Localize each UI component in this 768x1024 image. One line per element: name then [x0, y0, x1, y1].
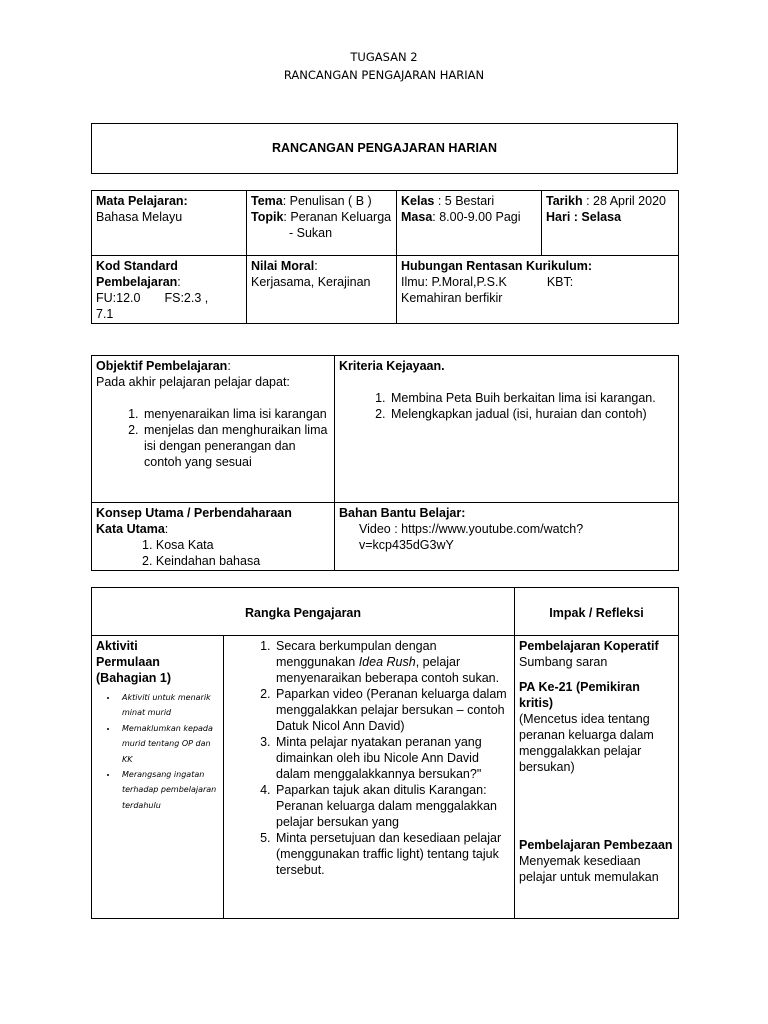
konsep-label-1: Konsep Utama / Perbendaharaan	[96, 506, 292, 520]
list-item: 1. Membina Peta Buih berkaitan lima isi karangan.	[389, 390, 674, 406]
list-item	[274, 686, 510, 734]
objektif-cell	[92, 356, 335, 503]
bahan-cell	[335, 503, 679, 571]
kod-cell	[92, 256, 247, 324]
bahan-link-line2: v=kcp435dG3wY	[359, 538, 454, 552]
hari-value: Hari : Selasa	[546, 210, 622, 224]
list-item: 2. menjelas dan menghuraikan lima isi dengan penerangan dan contoh yang sesuai	[142, 422, 330, 470]
step-text: Minta pelajar nyatakan peranan yang dimainkan oleh ibu Nicole Ann David dalam menggalakkannya bersukan?"	[276, 735, 482, 781]
objektif-list	[96, 406, 330, 470]
kod-value-2: FS:2.3 ,	[164, 291, 209, 305]
mata-cell	[92, 191, 247, 256]
hubungan-value-2: KBT:	[546, 275, 574, 289]
list-item	[274, 830, 510, 878]
impak2-label: PA Ke-21 (Pemikiran kritis)	[519, 680, 640, 710]
impak3-label: Pembelajaran Pembezaan	[519, 838, 673, 852]
document-title: TUGASAN 2	[350, 50, 418, 64]
list-item	[274, 782, 510, 830]
hubungan-value-1: Ilmu: P.Moral,P.S.K	[401, 275, 507, 289]
nilai-value: Kerjasama, Kerajinan	[251, 275, 371, 289]
step-text: , pelajar menyenaraikan beberapa contoh sukan.	[276, 655, 500, 685]
kod-label-2: Pembelajaran	[96, 275, 178, 289]
masa-label: Masa	[401, 210, 433, 224]
rangka-table	[91, 587, 679, 919]
kriteria-cell	[335, 356, 679, 503]
konsep-label-2: Kata Utama	[96, 522, 165, 536]
tarikh-value: : 28 April 2020	[582, 194, 666, 208]
nilai-cell	[247, 256, 397, 324]
nilai-colon: :	[314, 259, 318, 273]
list-item	[274, 734, 510, 782]
title-box-text: RANCANGAN PENGAJARAN HARIAN	[271, 141, 497, 155]
kod-label-1: Kod Standard	[96, 259, 178, 273]
topik-sub: - Sukan	[289, 226, 333, 240]
impak-header: Impak / Refleksi	[515, 588, 679, 636]
kriteria-list	[339, 390, 674, 422]
kod-value-3: 7.1	[96, 307, 114, 321]
step-text: Minta persetujuan dan kesediaan pelajar (menggunakan traffic light) tentang tajuk tersebut.	[276, 831, 502, 877]
konsep-item: 2. Keindahan bahasa	[142, 554, 261, 568]
kelas-cell	[397, 191, 542, 256]
impak1-text: Sumbang saran	[519, 655, 608, 669]
list-item: • Memaklumkan kepada murid tentang OP dan KK	[118, 721, 219, 767]
konsep-item: 1. Kosa Kata	[142, 538, 214, 552]
konsep-cell	[92, 503, 335, 571]
impak3-text: Menyemak kesediaan pelajar untuk memulakan	[519, 854, 659, 884]
step-text: Secara berkumpulan dengan menggunakan	[276, 639, 437, 669]
tema-cell	[247, 191, 397, 256]
topik-value: : Peranan Keluarga	[283, 210, 392, 224]
aktiviti-notes	[68, 690, 219, 813]
list-item: • Merangsang ingatan terhadap pembelajaran terdahulu	[118, 767, 219, 813]
hubungan-label: Hubungan Rentasan Kurikulum:	[401, 259, 592, 273]
mata-label: Mata Pelajaran:	[96, 194, 188, 208]
tarikh-label: Tarikh	[546, 194, 583, 208]
objektif-label: Objektif Pembelajaran	[96, 359, 228, 373]
document-subtitle: RANCANGAN PENGAJARAN HARIAN	[283, 68, 485, 82]
title-box	[91, 123, 678, 174]
langkah-cell	[224, 636, 515, 919]
bahan-link-line1: Video : https://www.youtube.com/watch?	[359, 522, 584, 536]
impak2-text: (Mencetus idea tentang peranan keluarga dalam menggalakkan pelajar bersukan)	[519, 712, 654, 774]
list-item: 1. menyenaraikan lima isi karangan	[142, 406, 330, 422]
hubungan-cell	[397, 256, 679, 324]
aktiviti-label: Aktiviti Permulaan (Bahagian 1)	[96, 639, 172, 685]
kelas-label: Kelas	[401, 194, 435, 208]
list-item	[274, 638, 510, 686]
konsep-colon: :	[164, 522, 169, 536]
kriteria-label: Kriteria Kejayaan.	[339, 359, 445, 373]
step-text: Paparkan tajuk akan ditulis Karangan: Peranan keluarga dalam menggalakkan pelajar bersukan yang	[276, 783, 497, 829]
impak1-label: Pembelajaran Koperatif	[519, 639, 659, 653]
langkah-list	[228, 638, 510, 878]
list-item: 2. Melengkapkan jadual (isi, huraian dan contoh)	[389, 406, 674, 422]
list-item: • Aktiviti untuk menarik minat murid	[118, 690, 219, 721]
objektif-table	[91, 355, 679, 571]
objektif-colon: :	[227, 359, 231, 373]
masa-value: : 8.00-9.00 Pagi	[432, 210, 521, 224]
step-text: Paparkan video (Peranan keluarga dalam menggalakkan pelajar bersukan – contoh Datuk Nicol Ann David)	[276, 687, 507, 733]
kod-colon: :	[177, 275, 181, 289]
kod-value-1: FU:12.0	[96, 291, 141, 305]
bahan-label: Bahan Bantu Belajar:	[339, 506, 466, 520]
impak-cell	[515, 636, 679, 919]
topik-label: Topik	[251, 210, 284, 224]
tema-label: Tema	[251, 194, 283, 208]
objektif-intro: Pada akhir pelajaran pelajar dapat:	[96, 375, 290, 389]
tema-value: : Penulisan ( B )	[282, 194, 372, 208]
info-table	[91, 190, 679, 324]
rangka-header: Rangka Pengajaran	[92, 588, 515, 636]
mata-value: Bahasa Melayu	[96, 210, 183, 224]
step-emphasis: Idea Rush	[358, 655, 416, 669]
hubungan-value-3: Kemahiran berfikir	[401, 291, 503, 305]
nilai-label: Nilai Moral	[251, 259, 315, 273]
tarikh-cell	[542, 191, 679, 256]
kelas-value: : 5 Bestari	[434, 194, 495, 208]
aktiviti-cell	[92, 636, 224, 919]
